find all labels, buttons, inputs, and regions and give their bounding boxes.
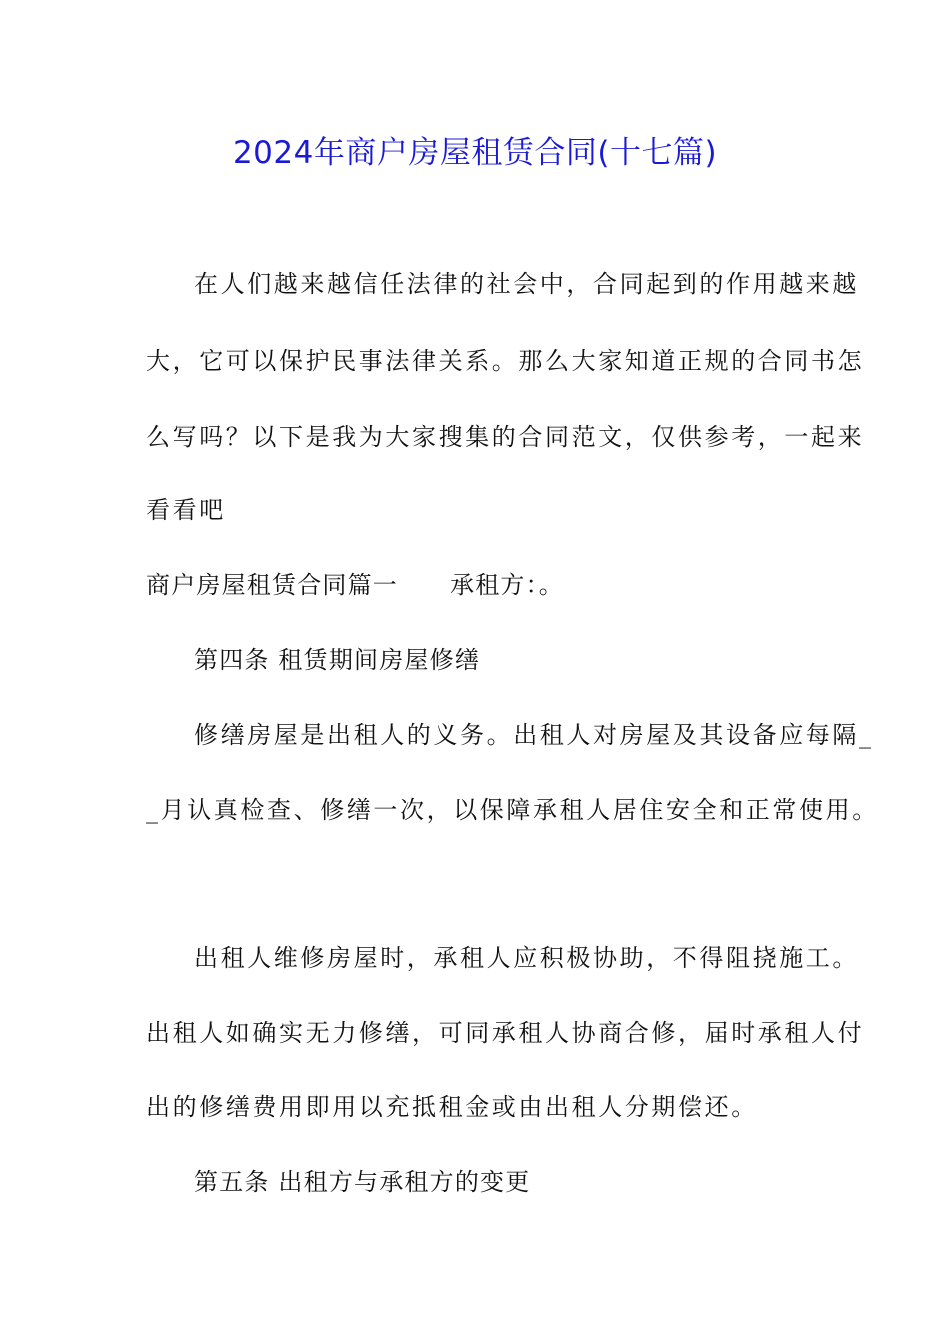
intro-line-4: 看看吧 (146, 496, 226, 524)
article-4-p1-line-1: 修缮房屋是出租人的义务。出租人对房屋及其设备应每隔_ (194, 721, 874, 749)
article-4-p2-line-3: 出的修缮费用即用以充抵租金或由出租人分期偿还。 (146, 1093, 758, 1121)
intro-line-2: 大，它可以保护民事法律关系。那么大家知道正规的合同书怎 (146, 347, 865, 375)
intro-line-3: 么写吗？以下是我为大家搜集的合同范文，仅供参考，一起来 (146, 423, 865, 451)
document-title: 2024年商户房屋租赁合同(十七篇) (232, 135, 718, 171)
article-4-p2-line-1: 出租人维修房屋时，承租人应积极协助，不得阻挠施工。 (194, 944, 859, 972)
section-heading (146, 565, 816, 605)
article-5-title: 第五条 出租方与承租方的变更 (194, 1168, 531, 1196)
section-heading-title: 商户房屋租赁合同篇一 (146, 571, 398, 599)
article-4-p1-line-2: _月认真检查、修缮一次，以保障承租人居住安全和正常使用。 (146, 796, 879, 824)
article-4-p2-line-2: 出租人如确实无力修缮，可同承租人协商合修，届时承租人付 (146, 1019, 865, 1047)
article-4-title: 第四条 租赁期间房屋修缮 (194, 646, 481, 674)
section-heading-tail: 承租方：。 (450, 571, 564, 599)
intro-line-1: 在人们越来越信任法律的社会中，合同起到的作用越来越 (194, 270, 859, 298)
